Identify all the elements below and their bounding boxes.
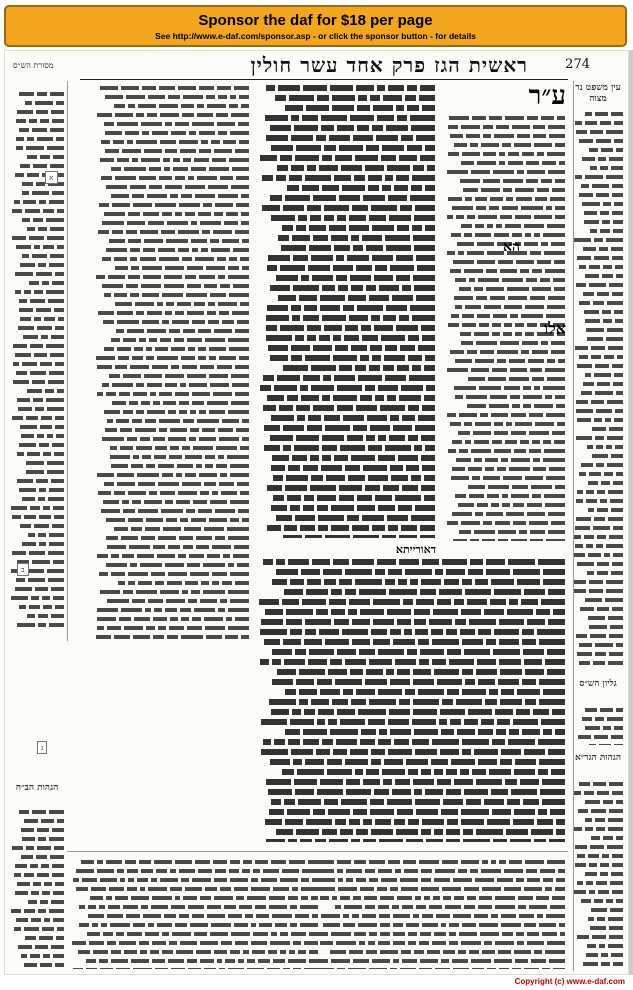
haghot-gra-column	[572, 779, 624, 969]
sponsor-title[interactable]: Sponsor the daf for $18 per page	[198, 12, 433, 29]
gemara-text	[258, 83, 436, 538]
copyright-notice: Copyright (c) www.e-daf.com	[514, 977, 625, 986]
masoret-hashas-column	[9, 89, 65, 629]
bold-word-deoraita: דאורייתא	[395, 543, 436, 556]
gemara-continuation	[256, 557, 566, 842]
right-margin-rule	[573, 81, 574, 971]
talmud-page	[4, 50, 629, 975]
page-title: ראשית הגז פרק אחד עשר חולין	[250, 53, 528, 77]
ein-mishpat-heading: עין משפט נר מצוה	[575, 83, 621, 104]
commentary-divider	[67, 851, 568, 852]
bold-word-elu: אלו	[544, 319, 566, 338]
bottom-commentary-left	[69, 857, 319, 969]
gilyon-hashas-column	[572, 705, 624, 745]
header-rule	[80, 79, 568, 80]
haghot-bach-column	[9, 807, 65, 967]
reference-box-1: א	[45, 171, 58, 184]
reference-box-2: ב	[17, 563, 29, 576]
ein-mishpat-column	[572, 109, 624, 669]
gilyon-hashas-heading: גליון הש״ס	[579, 679, 617, 689]
haghot-gra-heading: הגהות הגר״א	[574, 753, 621, 763]
haghot-bach-heading: הגהות הב״ח	[15, 783, 59, 793]
bold-word-ha: הא	[502, 239, 520, 255]
bottom-commentary-right	[314, 857, 566, 969]
opening-word: ע״ר	[528, 81, 566, 111]
sponsor-subtitle: See http://www.e-daf.com/sponsor.asp - or click the sponsor button - for details	[155, 31, 476, 41]
left-margin-rule	[67, 81, 68, 641]
page-header	[5, 53, 628, 77]
sponsor-banner[interactable]	[4, 5, 627, 47]
page-shadow	[629, 50, 633, 975]
tosafot-column	[94, 83, 250, 643]
masoret-hashas-label: מסורת הש״ס	[13, 61, 54, 70]
reference-box-3: ג	[37, 741, 47, 754]
page-number: 274	[565, 57, 590, 72]
